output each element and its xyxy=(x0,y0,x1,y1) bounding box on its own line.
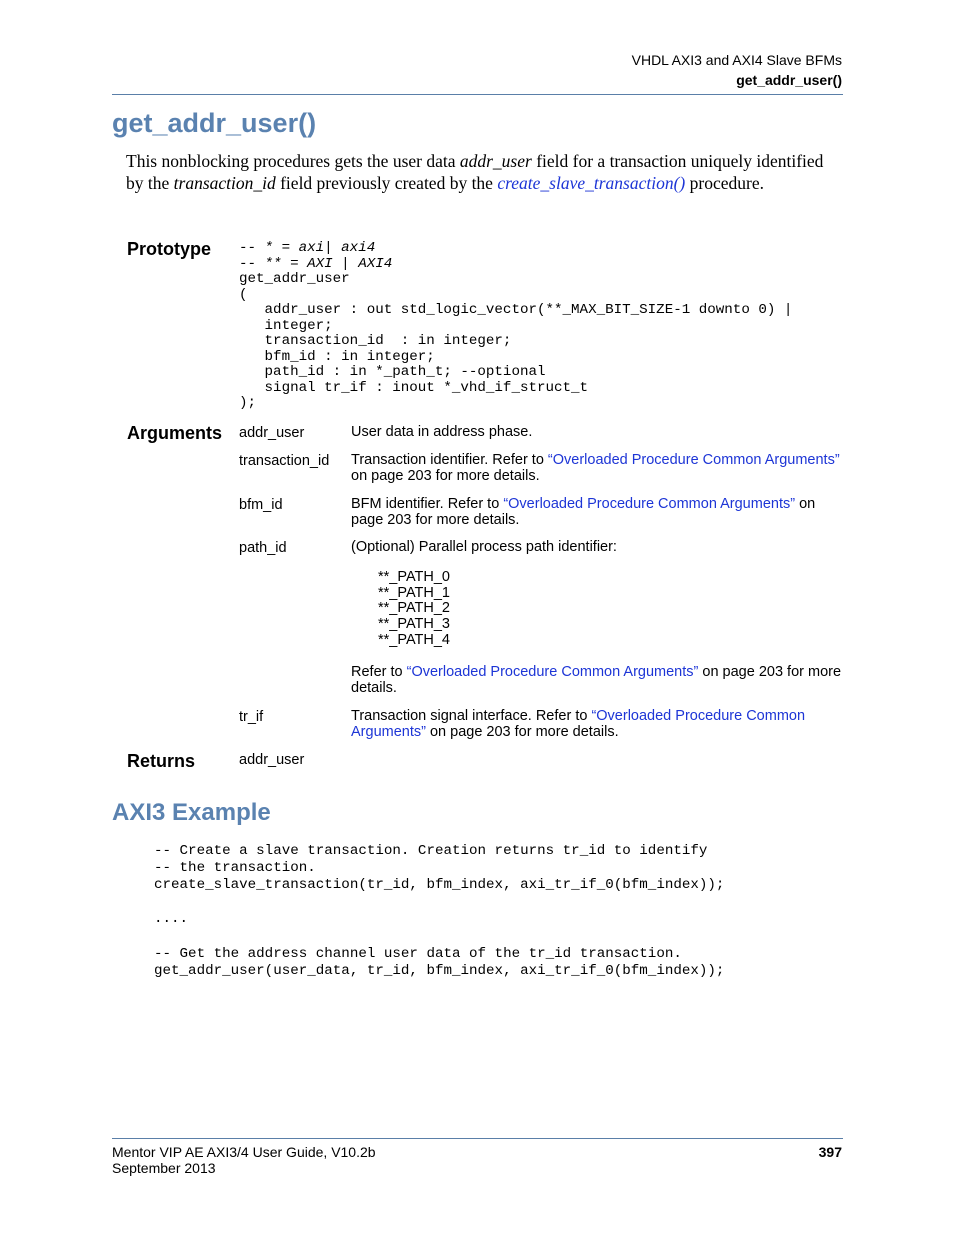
code-line: ); xyxy=(239,395,257,411)
returns-label: Returns xyxy=(127,751,196,771)
intro-paragraph xyxy=(126,150,826,194)
path-value: **_PATH_3 xyxy=(378,616,450,633)
code-line: transaction_id : in integer; xyxy=(239,333,512,349)
overloaded-args-link[interactable]: “Overloaded Procedure Common Arguments” xyxy=(547,452,840,468)
page-number: 397 xyxy=(818,1144,842,1160)
arg-desc-bfm-id xyxy=(351,497,843,528)
code-line: .... xyxy=(154,911,189,928)
code-line: create_slave_transaction(tr_id, bfm_index, axi_tr_if_0(bfm_index)); xyxy=(154,877,725,894)
arg-name-transaction-id: transaction_id xyxy=(239,453,330,469)
arg-desc-tr-if xyxy=(351,709,843,740)
intro-text: This nonblocking procedures gets the user data xyxy=(126,151,460,171)
prototype-code xyxy=(239,241,792,412)
intro-text: field previously created by the xyxy=(275,173,498,193)
footer-rule xyxy=(112,1138,843,1139)
path-value: **_PATH_0 xyxy=(378,569,450,585)
arg-name-tr-if: tr_if xyxy=(239,709,264,725)
arg-desc-text: Transaction signal interface. Refer to xyxy=(351,708,592,724)
arg-desc-text: BFM identifier. Refer to xyxy=(351,496,504,512)
example-code xyxy=(154,843,724,980)
example-heading: AXI3 Example xyxy=(112,799,271,826)
path-value: **_PATH_1 xyxy=(378,584,450,601)
overloaded-args-link[interactable]: “Overloaded Procedure Common Arguments” xyxy=(351,708,806,740)
code-line: -- * = axi| axi4 xyxy=(239,240,376,256)
code-line: get_addr_user(user_data, tr_id, bfm_index, axi_tr_if_0(bfm_index)); xyxy=(154,962,725,979)
arg-name-path-id: path_id xyxy=(239,540,287,556)
create-slave-transaction-link[interactable]: create_slave_transaction() xyxy=(497,173,686,193)
header-rule xyxy=(112,94,843,95)
arg-desc-transaction-id xyxy=(351,453,843,484)
code-line: ( xyxy=(239,286,248,303)
arguments-label: Arguments xyxy=(127,423,223,443)
prototype-label: Prototype xyxy=(127,239,212,259)
code-line: addr_user : out std_logic_vector(**_MAX_BIT_SIZE-1 downto 0) | xyxy=(239,302,793,318)
intro-term-addr-user: addr_user xyxy=(459,151,532,171)
path-value: **_PATH_2 xyxy=(378,600,450,617)
path-value: **_PATH_4 xyxy=(378,631,450,648)
arg-desc-text: Transaction identifier. Refer to xyxy=(351,452,548,468)
intro-text: procedure. xyxy=(685,173,764,193)
code-line: get_addr_user xyxy=(239,271,350,287)
code-line: signal tr_if : inout *_vhd_if_struct_t xyxy=(239,379,589,396)
arg-desc-text: on page 203 for more details. xyxy=(351,496,816,528)
running-header-section: VHDL AXI3 and AXI4 Slave BFMs xyxy=(631,52,842,68)
intro-text: field for a transaction uniquely identified by the xyxy=(126,151,824,193)
arg-desc-path-id-refer xyxy=(351,665,843,696)
code-line: -- the transaction. xyxy=(154,860,316,877)
overloaded-args-link[interactable]: “Overloaded Procedure Common Arguments” xyxy=(503,496,796,512)
arg-name-bfm-id: bfm_id xyxy=(239,497,283,513)
code-line: -- Create a slave transaction. Creation returns tr_id to identify xyxy=(154,843,708,859)
code-line: path_id : in *_path_t; --optional xyxy=(239,364,546,380)
arg-desc-text: Refer to xyxy=(351,664,407,680)
arg-desc-text: on page 203 for more details. xyxy=(351,467,540,484)
arg-desc-text: on page 203 for more details. xyxy=(351,664,842,696)
footer-date: September 2013 xyxy=(112,1160,216,1176)
intro-term-transaction-id: transaction_id xyxy=(173,173,276,193)
code-line: -- Get the address channel user data of the tr_id transaction. xyxy=(154,945,682,962)
footer-guide-title: Mentor VIP AE AXI3/4 User Guide, V10.2b xyxy=(112,1144,376,1160)
overloaded-args-link[interactable]: “Overloaded Procedure Common Arguments” xyxy=(406,664,699,680)
arg-name-addr-user: addr_user xyxy=(239,425,305,441)
arg-desc-text: on page 203 for more details. xyxy=(425,723,619,740)
running-header-topic: get_addr_user() xyxy=(736,72,842,88)
arg-desc-addr-user: User data in address phase. xyxy=(351,424,533,440)
code-line: bfm_id : in integer; xyxy=(239,348,435,365)
code-line: integer; xyxy=(239,317,333,334)
path-id-values xyxy=(378,570,450,649)
returns-value: addr_user xyxy=(239,752,305,768)
page-title: get_addr_user() xyxy=(112,108,317,138)
code-line: -- ** = AXI | AXI4 xyxy=(239,255,393,272)
arg-desc-path-id: (Optional) Parallel process path identifier: xyxy=(351,539,617,555)
